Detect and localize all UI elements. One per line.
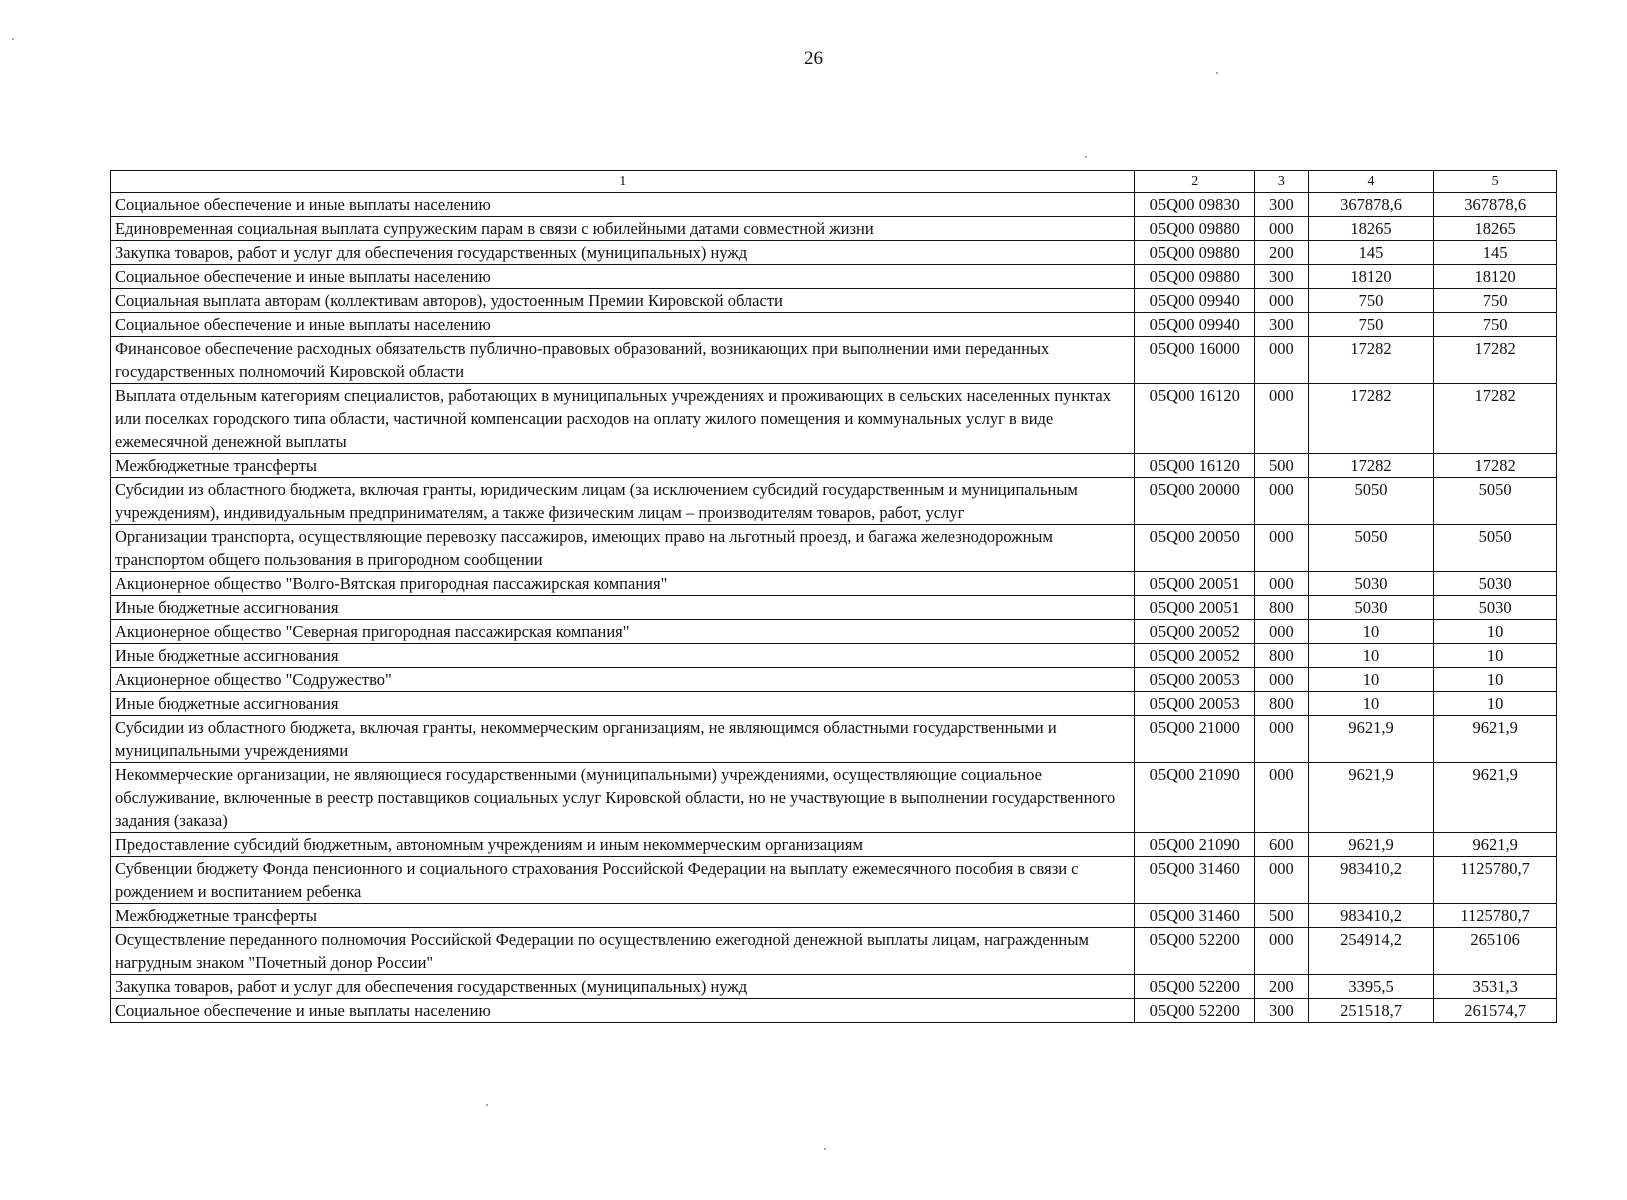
amount-year2-cell: 18265 [1434, 217, 1557, 241]
amount-year1-cell: 5030 [1308, 572, 1434, 596]
amount-year1-cell: 10 [1308, 692, 1434, 716]
table-row [111, 857, 1557, 904]
target-code-cell: 05Q00 21090 [1135, 833, 1255, 857]
target-code-cell: 05Q00 20000 [1135, 478, 1255, 525]
expense-type-cell: 800 [1255, 692, 1309, 716]
table-row [111, 572, 1557, 596]
amount-year1-cell: 251518,7 [1308, 999, 1434, 1023]
amount-year1-cell: 983410,2 [1308, 904, 1434, 928]
expense-type-cell: 500 [1255, 454, 1309, 478]
target-code-cell: 05Q00 16120 [1135, 384, 1255, 454]
table-row [111, 833, 1557, 857]
item-name-cell: Организации транспорта, осуществляющие перевозку пассажиров, имеющих право на льготный проезд, и багажа железнодорожным транспортом общего пользования в пригородном сообщении [111, 525, 1135, 572]
expense-type-cell: 000 [1255, 478, 1309, 525]
column-header: 1 [111, 171, 1135, 193]
target-code-cell: 05Q00 20053 [1135, 668, 1255, 692]
table-row [111, 241, 1557, 265]
target-code-cell: 05Q00 52200 [1135, 975, 1255, 999]
table-row [111, 668, 1557, 692]
amount-year1-cell: 10 [1308, 620, 1434, 644]
target-code-cell: 05Q00 09880 [1135, 217, 1255, 241]
expense-type-cell: 600 [1255, 833, 1309, 857]
item-name-cell: Социальное обеспечение и иные выплаты населению [111, 313, 1135, 337]
amount-year2-cell: 10 [1434, 668, 1557, 692]
item-name-cell: Социальное обеспечение и иные выплаты населению [111, 999, 1135, 1023]
page-number: 26 [804, 48, 823, 69]
expense-type-cell: 500 [1255, 904, 1309, 928]
item-name-cell: Социальное обеспечение и иные выплаты населению [111, 193, 1135, 217]
table-row [111, 478, 1557, 525]
item-name-cell: Предоставление субсидий бюджетным, автономным учреждениям и иным некоммерческим организациям [111, 833, 1135, 857]
target-code-cell: 05Q00 20052 [1135, 620, 1255, 644]
expense-type-cell: 000 [1255, 384, 1309, 454]
item-name-cell: Акционерное общество "Содружество" [111, 668, 1135, 692]
expense-type-cell: 300 [1255, 999, 1309, 1023]
target-code-cell: 05Q00 16120 [1135, 454, 1255, 478]
item-name-cell: Субсидии из областного бюджета, включая гранты, некоммерческим организациям, не являющимся областными государственными и муниципальными учреждениями [111, 716, 1135, 763]
amount-year1-cell: 9621,9 [1308, 716, 1434, 763]
target-code-cell: 05Q00 09940 [1135, 313, 1255, 337]
amount-year2-cell: 9621,9 [1434, 716, 1557, 763]
column-header: 2 [1135, 171, 1255, 193]
amount-year2-cell: 9621,9 [1434, 833, 1557, 857]
expense-type-cell: 000 [1255, 928, 1309, 975]
expense-type-cell: 000 [1255, 716, 1309, 763]
expense-type-cell: 000 [1255, 572, 1309, 596]
scan-speck [1216, 72, 1218, 74]
scan-speck [1085, 156, 1087, 158]
item-name-cell: Единовременная социальная выплата супружеским парам в связи с юбилейными датами совместной жизни [111, 217, 1135, 241]
expense-type-cell: 800 [1255, 596, 1309, 620]
table-row [111, 904, 1557, 928]
column-header: 5 [1434, 171, 1557, 193]
item-name-cell: Акционерное общество "Северная пригородная пассажирская компания" [111, 620, 1135, 644]
table-row [111, 265, 1557, 289]
amount-year2-cell: 9621,9 [1434, 763, 1557, 833]
amount-year2-cell: 261574,7 [1434, 999, 1557, 1023]
item-name-cell: Некоммерческие организации, не являющиеся государственными (муниципальными) учреждениями, осуществляющие социальное обслуживание, включенные в реестр поставщиков социальных услуг Кировской области, но не участвующие в выполнении государственного задания (заказа) [111, 763, 1135, 833]
table-row [111, 620, 1557, 644]
target-code-cell: 05Q00 09940 [1135, 289, 1255, 313]
target-code-cell: 05Q00 52200 [1135, 928, 1255, 975]
amount-year1-cell: 10 [1308, 668, 1434, 692]
expense-type-cell: 000 [1255, 857, 1309, 904]
item-name-cell: Акционерное общество "Волго-Вятская пригородная пассажирская компания" [111, 572, 1135, 596]
amount-year2-cell: 10 [1434, 644, 1557, 668]
target-code-cell: 05Q00 20050 [1135, 525, 1255, 572]
item-name-cell: Социальное обеспечение и иные выплаты населению [111, 265, 1135, 289]
amount-year2-cell: 17282 [1434, 454, 1557, 478]
target-code-cell: 05Q00 20051 [1135, 596, 1255, 620]
amount-year2-cell: 265106 [1434, 928, 1557, 975]
table-row [111, 716, 1557, 763]
scan-speck [486, 1104, 488, 1106]
table-row [111, 644, 1557, 668]
scan-speck [12, 38, 14, 40]
table-row [111, 217, 1557, 241]
expense-type-cell: 800 [1255, 644, 1309, 668]
scan-speck [824, 1148, 826, 1150]
amount-year1-cell: 5050 [1308, 525, 1434, 572]
target-code-cell: 05Q00 16000 [1135, 337, 1255, 384]
amount-year1-cell: 9621,9 [1308, 763, 1434, 833]
amount-year2-cell: 10 [1434, 692, 1557, 716]
amount-year2-cell: 1125780,7 [1434, 857, 1557, 904]
expense-type-cell: 300 [1255, 193, 1309, 217]
table-row [111, 525, 1557, 572]
header-row [111, 171, 1557, 193]
item-name-cell: Межбюджетные трансферты [111, 454, 1135, 478]
item-name-cell: Социальная выплата авторам (коллективам авторов), удостоенным Премии Кировской области [111, 289, 1135, 313]
amount-year2-cell: 5030 [1434, 572, 1557, 596]
expense-type-cell: 300 [1255, 265, 1309, 289]
table-row [111, 928, 1557, 975]
item-name-cell: Иные бюджетные ассигнования [111, 644, 1135, 668]
expense-type-cell: 300 [1255, 313, 1309, 337]
table-row [111, 999, 1557, 1023]
amount-year2-cell: 10 [1434, 620, 1557, 644]
amount-year2-cell: 5030 [1434, 596, 1557, 620]
amount-year2-cell: 5050 [1434, 478, 1557, 525]
expense-type-cell: 000 [1255, 217, 1309, 241]
table-row [111, 313, 1557, 337]
table-row [111, 596, 1557, 620]
target-code-cell: 05Q00 09830 [1135, 193, 1255, 217]
expense-type-cell: 000 [1255, 337, 1309, 384]
amount-year2-cell: 750 [1434, 313, 1557, 337]
amount-year2-cell: 17282 [1434, 384, 1557, 454]
target-code-cell: 05Q00 20052 [1135, 644, 1255, 668]
amount-year1-cell: 5030 [1308, 596, 1434, 620]
amount-year1-cell: 18120 [1308, 265, 1434, 289]
amount-year1-cell: 983410,2 [1308, 857, 1434, 904]
table-row [111, 454, 1557, 478]
item-name-cell: Финансовое обеспечение расходных обязательств публично-правовых образований, возникающих при выполнении ими переданных государственных полномочий Кировской области [111, 337, 1135, 384]
amount-year1-cell: 254914,2 [1308, 928, 1434, 975]
item-name-cell: Иные бюджетные ассигнования [111, 692, 1135, 716]
column-header: 3 [1255, 171, 1309, 193]
table-row [111, 193, 1557, 217]
expense-type-cell: 200 [1255, 975, 1309, 999]
amount-year1-cell: 5050 [1308, 478, 1434, 525]
amount-year1-cell: 17282 [1308, 454, 1434, 478]
amount-year1-cell: 17282 [1308, 384, 1434, 454]
amount-year1-cell: 10 [1308, 644, 1434, 668]
amount-year2-cell: 18120 [1434, 265, 1557, 289]
budget-table [110, 170, 1557, 1023]
item-name-cell: Закупка товаров, работ и услуг для обеспечения государственных (муниципальных) нужд [111, 241, 1135, 265]
target-code-cell: 05Q00 21000 [1135, 716, 1255, 763]
target-code-cell: 05Q00 09880 [1135, 265, 1255, 289]
target-code-cell: 05Q00 09880 [1135, 241, 1255, 265]
item-name-cell: Иные бюджетные ассигнования [111, 596, 1135, 620]
amount-year1-cell: 18265 [1308, 217, 1434, 241]
amount-year2-cell: 367878,6 [1434, 193, 1557, 217]
item-name-cell: Выплата отдельным категориям специалистов, работающих в муниципальных учреждениях и проживающих в сельских населенных пунктах или поселках городского типа области, частичной компенсации расходов на оплату жилого помещения и коммунальных услуг в виде ежемесячной денежной выплаты [111, 384, 1135, 454]
amount-year1-cell: 145 [1308, 241, 1434, 265]
target-code-cell: 05Q00 52200 [1135, 999, 1255, 1023]
expense-type-cell: 000 [1255, 525, 1309, 572]
table-row [111, 763, 1557, 833]
target-code-cell: 05Q00 20051 [1135, 572, 1255, 596]
target-code-cell: 05Q00 20053 [1135, 692, 1255, 716]
amount-year2-cell: 1125780,7 [1434, 904, 1557, 928]
amount-year1-cell: 367878,6 [1308, 193, 1434, 217]
amount-year1-cell: 17282 [1308, 337, 1434, 384]
expense-type-cell: 000 [1255, 668, 1309, 692]
column-header: 4 [1308, 171, 1434, 193]
amount-year2-cell: 5050 [1434, 525, 1557, 572]
amount-year1-cell: 750 [1308, 289, 1434, 313]
table-row [111, 975, 1557, 999]
target-code-cell: 05Q00 21090 [1135, 763, 1255, 833]
item-name-cell: Субсидии из областного бюджета, включая гранты, юридическим лицам (за исключением субсидий государственным и муниципальным учреждениям), индивидуальным предпринимателям, а также физическим лицам – производителям товаров, работ, услуг [111, 478, 1135, 525]
item-name-cell: Субвенции бюджету Фонда пенсионного и социального страхования Российской Федерации на выплату ежемесячного пособия в связи с рождением и воспитанием ребенка [111, 857, 1135, 904]
amount-year2-cell: 17282 [1434, 337, 1557, 384]
table-row [111, 384, 1557, 454]
item-name-cell: Закупка товаров, работ и услуг для обеспечения государственных (муниципальных) нужд [111, 975, 1135, 999]
amount-year1-cell: 3395,5 [1308, 975, 1434, 999]
amount-year1-cell: 9621,9 [1308, 833, 1434, 857]
amount-year2-cell: 750 [1434, 289, 1557, 313]
target-code-cell: 05Q00 31460 [1135, 904, 1255, 928]
item-name-cell: Осуществление переданного полномочия Российской Федерации по осуществлению ежегодной денежной выплаты лицам, награжденным нагрудным знаком "Почетный донор России" [111, 928, 1135, 975]
table-body [111, 193, 1557, 1023]
expense-type-cell: 200 [1255, 241, 1309, 265]
expense-type-cell: 000 [1255, 620, 1309, 644]
expense-type-cell: 000 [1255, 763, 1309, 833]
table-row [111, 337, 1557, 384]
amount-year2-cell: 145 [1434, 241, 1557, 265]
target-code-cell: 05Q00 31460 [1135, 857, 1255, 904]
table-row [111, 289, 1557, 313]
amount-year2-cell: 3531,3 [1434, 975, 1557, 999]
expense-type-cell: 000 [1255, 289, 1309, 313]
table-row [111, 692, 1557, 716]
item-name-cell: Межбюджетные трансферты [111, 904, 1135, 928]
amount-year1-cell: 750 [1308, 313, 1434, 337]
